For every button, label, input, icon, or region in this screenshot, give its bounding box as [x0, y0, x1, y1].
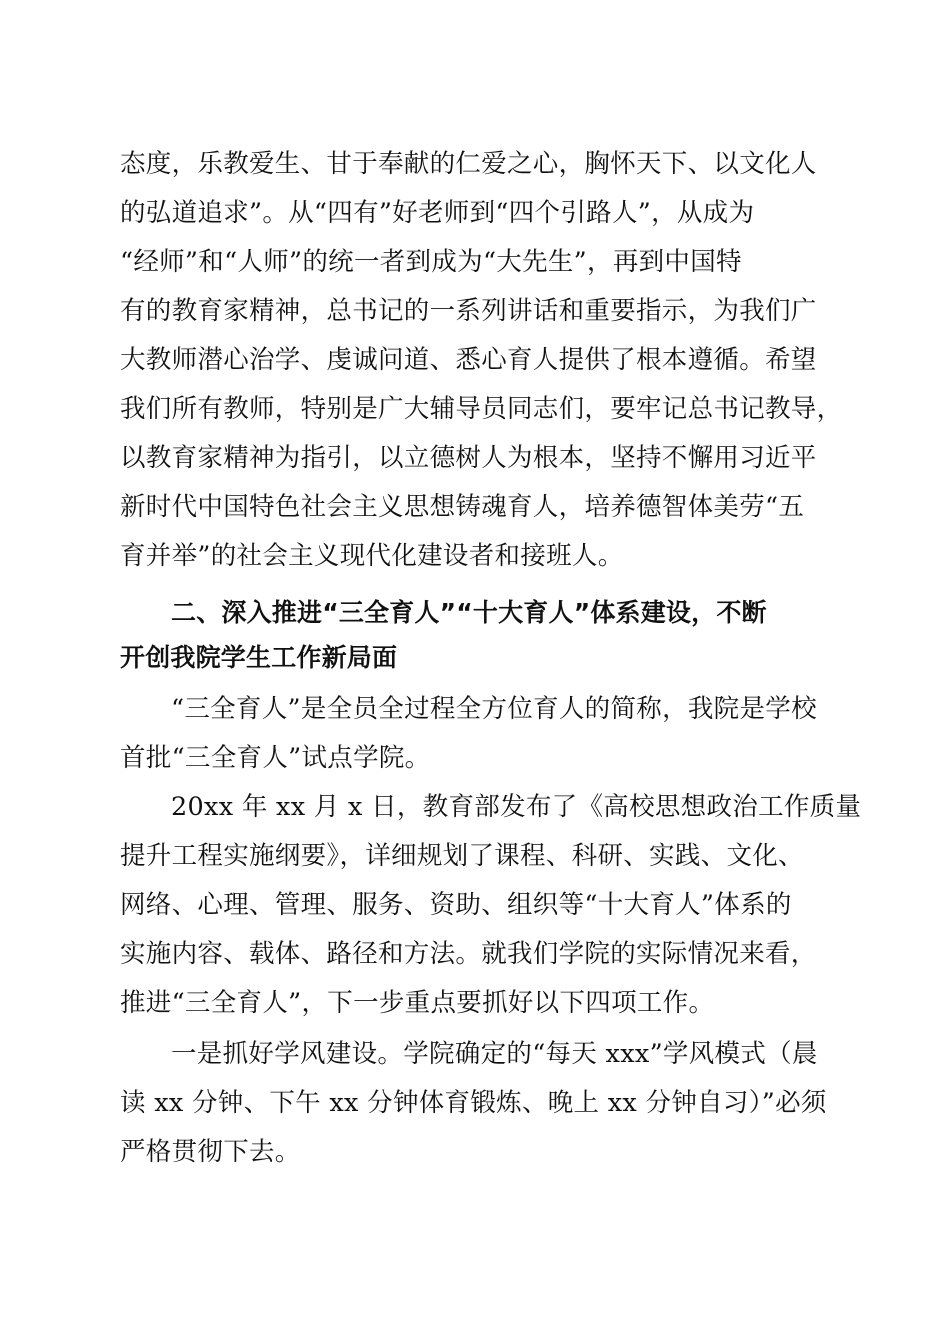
paragraph-line: “经师”和“人师”的统一者到成为“大先生”，再到中国特: [120, 247, 742, 277]
paragraph-line: 我们所有教师，特别是广大辅导员同志们，要牢记总书记教导，: [120, 394, 843, 424]
paragraph-line: 读 xx 分钟、下午 xx 分钟体育锻炼、晚上 xx 分钟自习）”必须: [120, 1088, 827, 1118]
section-heading: 二、深入推进“三全育人”“十大育人”体系建设，不断: [171, 598, 767, 627]
paragraph-line: 以教育家精神为指引，以立德树人为根本，坚持不懈用习近平: [120, 443, 817, 473]
paragraph-line: 严格贯彻下去。: [120, 1137, 301, 1167]
paragraph-line: 新时代中国特色社会主义思想铸魂育人，培养德智体美劳“五: [120, 492, 805, 522]
paragraph-line: 一是抓好学风建设。学院确定的“每天 xxx”学风模式（晨: [171, 1039, 818, 1069]
paragraph-line: 首批“三全育人”试点学院。: [120, 743, 431, 773]
section-heading: 开创我院学生工作新局面: [120, 643, 398, 672]
paragraph-line: 推进“三全育人”，下一步重点要抓好以下四项工作。: [120, 988, 715, 1018]
paragraph-line: 有的教育家精神，总书记的一系列讲话和重要指示，为我们广: [120, 296, 817, 326]
paragraph-line: 态度，乐教爱生、甘于奉献的仁爱之心，胸怀天下、以文化人: [120, 149, 817, 179]
paragraph-line: 实施内容、载体、路径和方法。就我们学院的实际情况来看，: [120, 939, 817, 969]
paragraph-line: 提升工程实施纲要》，详细规划了课程、科研、实践、文化、: [120, 841, 804, 871]
paragraph-line: 20xx 年 xx 月 x 日，教育部发布了《高校思想政治工作质量: [171, 792, 862, 822]
paragraph-line: 大教师潜心治学、虔诚问道、悉心育人提供了根本遵循。希望: [120, 345, 817, 375]
paragraph-line: “三全育人”是全员全过程全方位育人的简称，我院是学校: [171, 694, 817, 724]
paragraph-line: 网络、心理、管理、服务、资助、组织等“十大育人”体系的: [120, 890, 792, 920]
paragraph-line: 的弘道追求”。从“四有”好老师到“四个引路人”，从成为: [120, 198, 755, 228]
paragraph-line: 育并举”的社会主义现代化建设者和接班人。: [120, 541, 624, 571]
